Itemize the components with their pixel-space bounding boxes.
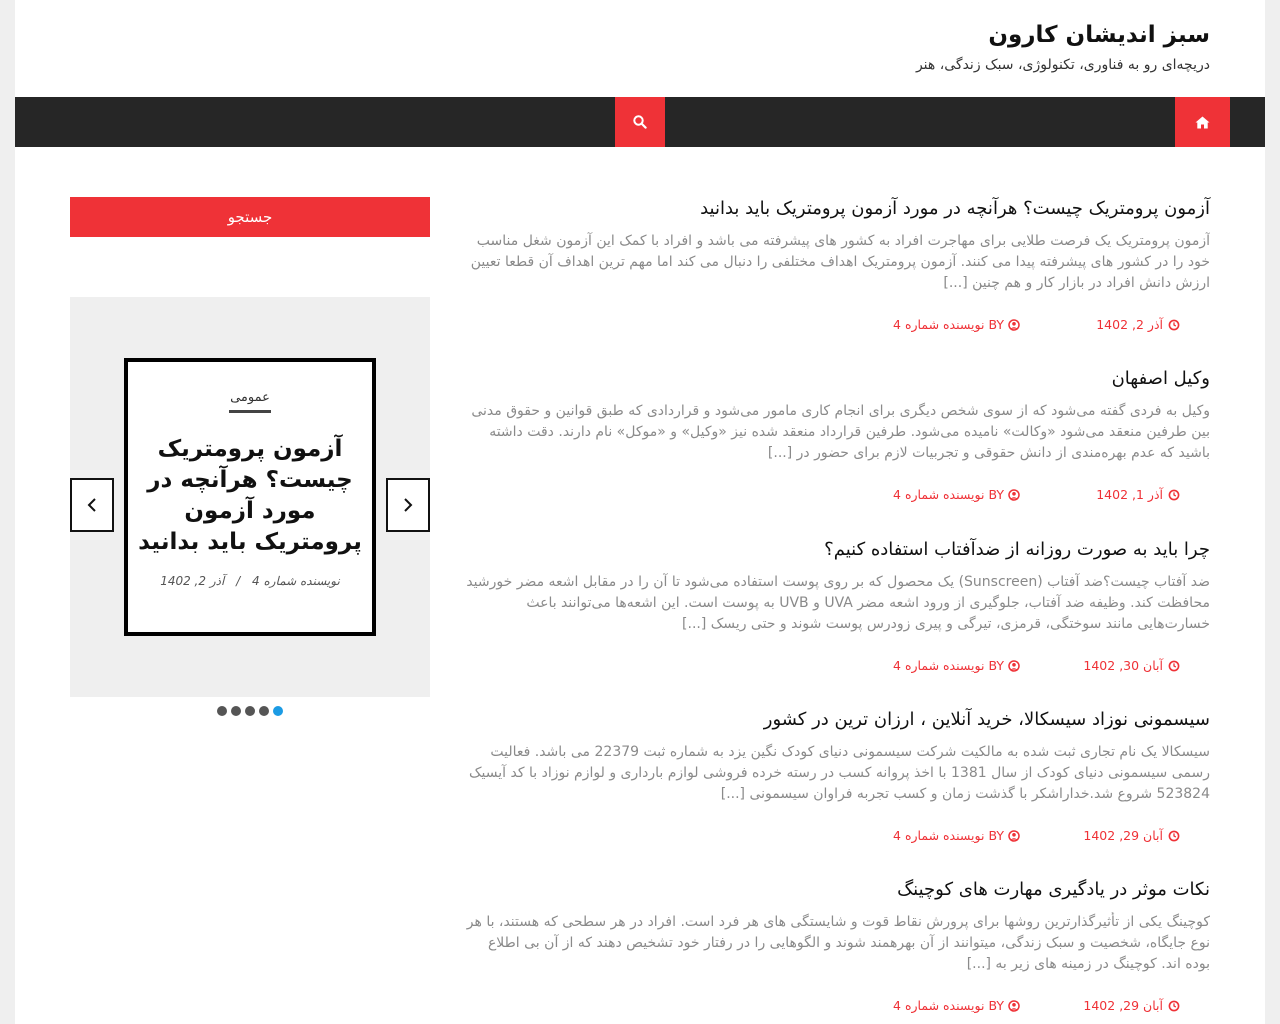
slider-dot[interactable]	[273, 706, 283, 716]
slider-dot[interactable]	[259, 706, 269, 716]
post-author-name: نویسنده شماره 4	[893, 828, 985, 843]
post-by-label: BY	[988, 828, 1004, 843]
post-item	[460, 708, 1210, 843]
post-by-label: BY	[988, 487, 1004, 502]
post-author[interactable]	[893, 658, 1020, 673]
post-meta	[880, 998, 1180, 1016]
post-title[interactable]: نکات موثر در یادگیری مهارت های کوچینگ	[897, 879, 1210, 900]
post-date-text: آبان 30, 1402	[1083, 658, 1163, 673]
slider-dot[interactable]	[217, 706, 227, 716]
post-author-name: نویسنده شماره 4	[893, 658, 985, 673]
post-author[interactable]	[893, 998, 1020, 1013]
post-by-label: BY	[988, 317, 1004, 332]
post-excerpt: سیسکالا یک نام تجاری ثبت شده به مالکیت شرکت سیسمونی دنیای کودک نگین یزد به شماره ثبت 22379 می باشد. فعالیت رسمی سیسمونی دنیای کودک از سال 1381 با اخذ پروانه کسب در رسته خرده فروشی لوازم بارداری و لوازم نوزاد با کد آیسیک 523824 شروع شد.خداراشکر با گذشت زمان و کسب تجربه فراوان سیسمونی [...]	[469, 744, 1210, 802]
slide-title[interactable]: آزمون پرومتریک چیست؟ هرآنچه در مورد آزمون پرومتریک باید بدانید	[138, 436, 362, 555]
meta-separator: /	[236, 574, 241, 588]
post-title[interactable]: سیسمونی نوزاد سیسکالا، خرید آنلاین ، ارزان ترین در کشور	[763, 709, 1210, 730]
slide-card[interactable]	[124, 358, 376, 636]
slider-pagination	[217, 706, 283, 716]
clock-icon	[1168, 830, 1180, 842]
clock-icon	[1168, 660, 1180, 672]
search-icon	[633, 115, 647, 129]
post-date-text: آبان 29, 1402	[1083, 828, 1163, 843]
post-date[interactable]	[1083, 998, 1180, 1013]
post-date[interactable]	[1096, 317, 1180, 332]
post-excerpt: آزمون پرومتریک یک فرصت طلایی برای مهاجرت افراد به کشور های پیشرفته می باشد و افراد با کمک این آزمون شغل مناسب خود را در کشور های پیشرفته پیدا می کنند. آزمون پرومتریک اهداف مختلفی را دنبال می کند اما مهم ترین اهداف آن قطعا تعیین ارزش دانش افراد در بازار کار و هم چنین [...]	[470, 233, 1210, 291]
post-date[interactable]	[1083, 828, 1180, 843]
post-title[interactable]: وکیل اصفهان	[1111, 368, 1210, 389]
category-underline	[229, 410, 271, 413]
post-author-name: نویسنده شماره 4	[893, 317, 985, 332]
site-description: دریچه‌ای رو به فناوری، تکنولوژی، سبک زندگی، هنر	[915, 57, 1210, 73]
post-excerpt: ضد آفتاب چیست؟ضد آفتاب (Sunscreen) یک محصول که بر روی پوست استفاده می‌شود تا آن را در مقابل اشعه مضر خورشید محافظت کند. وظیفه ضد آفتاب، جلوگیری از ورود اشعه مضر UVA و UVB به پوست است. این اشعه‌ها می‌توانند باعث خسارت‌هایی مانند سوختگی، قرمزی، تیرگی و پیری زودرس پوست شوند و حتی ریسک [...]	[466, 574, 1210, 632]
post-excerpt: وکیل به فردی گفته می‌شود که از سوی شخص دیگری برای انجام کاری مامور می‌شود و قراردادی که طبق قوانین و حقوق مدنی بین طرفین منعقد می‌شود «وکالت» نامیده می‌شود. طرفین قرارداد منعقد شده نیز «وکیل» و «موکل» نام دارند. دقت داشته باشید که عدم بهره‌مندی از دانش حقوقی و تجربیات لازم برای حضور در [...]	[471, 403, 1210, 461]
post-date-text: آذر 1, 1402	[1096, 487, 1163, 502]
user-icon	[1008, 1000, 1020, 1012]
chevron-right-icon	[403, 497, 413, 513]
post-author[interactable]	[893, 317, 1020, 332]
user-icon	[1008, 830, 1020, 842]
post-date[interactable]	[1083, 658, 1180, 673]
home-icon	[1195, 116, 1210, 129]
search-toggle-button[interactable]	[615, 97, 665, 147]
clock-icon	[1168, 1000, 1180, 1012]
clock-icon	[1168, 489, 1180, 501]
post-by-label: BY	[988, 998, 1004, 1013]
site-title[interactable]: سبز اندیشان کارون	[988, 22, 1210, 48]
post-author[interactable]	[893, 828, 1020, 843]
slide-meta	[128, 574, 372, 588]
clock-icon	[1168, 319, 1180, 331]
post-author[interactable]	[893, 487, 1020, 502]
user-icon	[1008, 319, 1020, 331]
post-meta	[880, 658, 1180, 676]
post-author-name: نویسنده شماره 4	[893, 998, 985, 1013]
slider-prev-button[interactable]	[70, 478, 114, 532]
featured-slider	[70, 297, 430, 697]
post-excerpt: کوچینگ یکی از تأثیرگذارترین روشها برای پرورش نقاط قوت و شایستگی های هر فرد است. افراد در هر سطحی که هستند، با هر نوع جایگاه، شخصیت و سبک زندگی، میتوانند از آن بهرهمند شوند و الگوهایی را در رفتار خود تشخیص دهند که از آن بی اطلاع بوده اند. کوچینگ در زمینه های زیر به [...]	[466, 914, 1210, 972]
chevron-left-icon	[87, 497, 97, 513]
post-by-label: BY	[988, 658, 1004, 673]
post-item	[460, 367, 1210, 502]
home-button[interactable]	[1175, 97, 1230, 147]
post-item	[460, 878, 1210, 1013]
slide-category[interactable]: عمومی	[230, 390, 270, 405]
post-meta	[880, 487, 1180, 505]
post-date-text: آذر 2, 1402	[1096, 317, 1163, 332]
post-item	[460, 197, 1210, 332]
post-date-text: آبان 29, 1402	[1083, 998, 1163, 1013]
page	[15, 0, 1265, 1024]
user-icon	[1008, 660, 1020, 672]
user-icon	[1008, 489, 1020, 501]
main-navigation	[15, 97, 1265, 147]
post-meta	[880, 317, 1180, 335]
slide-author[interactable]: نویسنده شماره 4	[252, 574, 340, 588]
post-title[interactable]: آزمون پرومتریک چیست؟ هرآنچه در مورد آزمون پرومتریک باید بدانید	[700, 198, 1210, 219]
post-date[interactable]	[1096, 487, 1180, 502]
search-widget-title: جستجو	[70, 197, 430, 237]
slider-dot[interactable]	[245, 706, 255, 716]
post-meta	[880, 828, 1180, 846]
post-item	[460, 538, 1210, 673]
post-title[interactable]: چرا باید به صورت روزانه از ضدآفتاب استفاده کنیم؟	[824, 539, 1210, 560]
slider-dot[interactable]	[231, 706, 241, 716]
post-author-name: نویسنده شماره 4	[893, 487, 985, 502]
slider-next-button[interactable]	[386, 478, 430, 532]
slide-date: آذر 2, 1402	[160, 574, 225, 588]
